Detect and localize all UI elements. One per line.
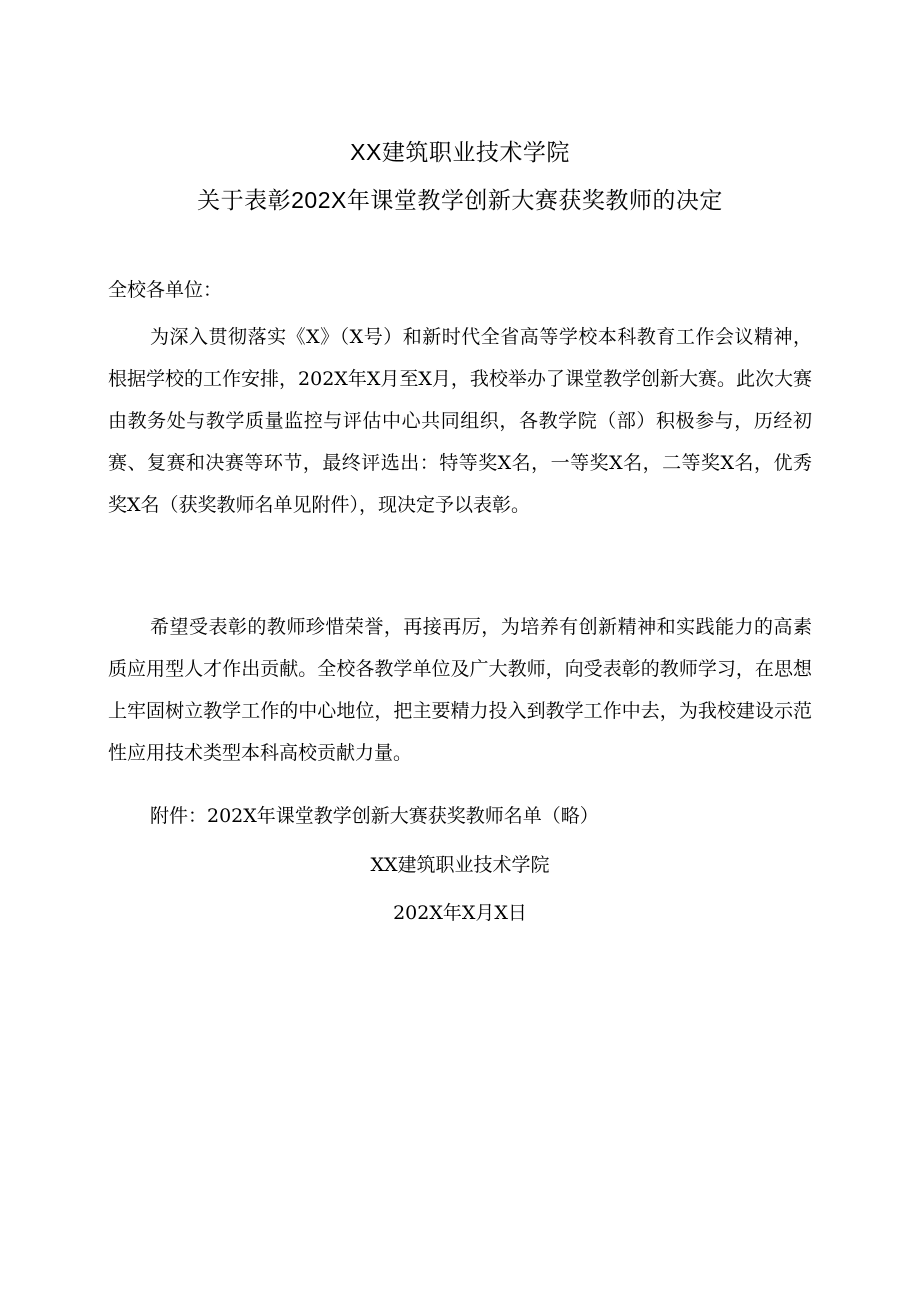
salutation: 全校各单位： [108,279,223,301]
signature-institution: XX建筑职业技术学院 [370,854,550,876]
body-paragraph-expectation: 希望受表彰的教师珍惜荣誉，再接再厉，为培养有创新精神和实践能力的高素质应用型人才作出贡献。全校各教学单位及广大教师，向受表彰的教师学习，在思想上牢固树立教学工作的中心地位，把主要精力投入到教学工作中去，为我校建设示范性应用技术类型本科高校贡献力量。 [108,616,812,764]
document-title-decision: 关于表彰202X年课堂教学创新大赛获奖教师的决定 [197,187,723,213]
document-title-institution: XX建筑职业技术学院 [350,139,570,165]
signature-date: 202X年X月X日 [393,902,527,924]
attachment-note: 附件：202X年课堂教学创新大赛获奖教师名单（略） [150,805,599,827]
body-paragraph-competition: 为深入贯彻落实《X》（X号）和新时代全省高等学校本科教育工作会议精神，根据学校的工作安排，202X年X月至X月，我校举办了课堂教学创新大赛。此次大赛由教务处与教学质量监控与评估中心共同组织，各教学院（部）积极参与，历经初赛、复赛和决赛等环节，最终评选出：特等奖X名，一等奖X名，二等奖X名，优秀奖X名（获奖教师名单见附件），现决定予以表彰。 [108,326,812,516]
